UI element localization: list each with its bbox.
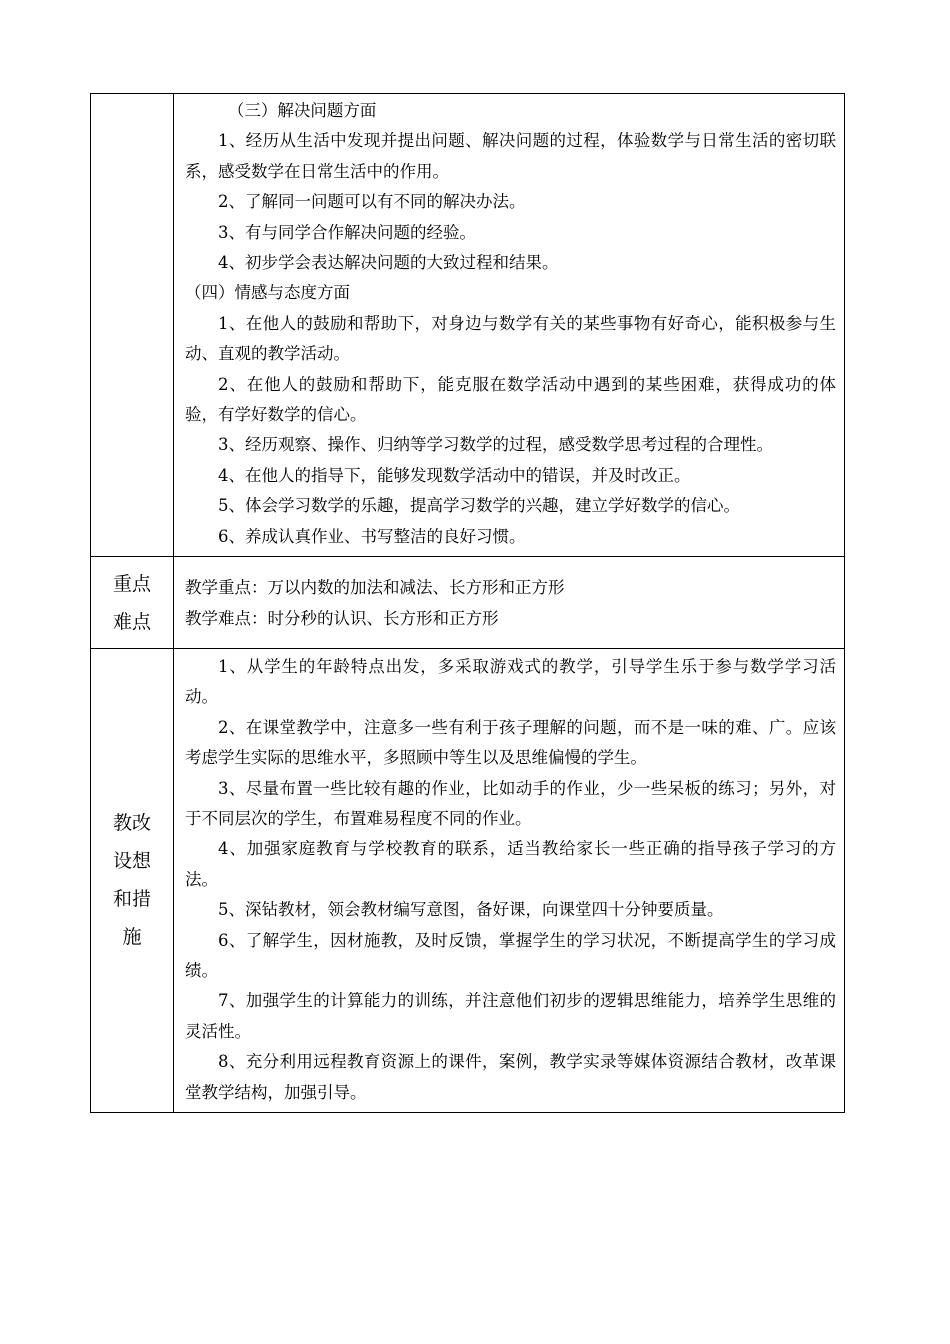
key-points-label: [91, 557, 174, 649]
reform-label-line: 施: [122, 926, 142, 949]
reform-label: [91, 648, 174, 1112]
goals-paragraph: （三）解决问题方面: [227, 101, 377, 120]
table-row-key-points: [91, 557, 845, 649]
goals-paragraph: 4、在他人的指导下，能够发现数学活动中的错误，并及时改正。: [218, 465, 691, 485]
key-point-line: 教学重点：万以内数的加法和减法、长方形和正方形: [185, 578, 565, 598]
reform-paragraph: 1、从学生的年龄特点出发，多采取游戏式的教学，引导学生乐于参与数学学习活动。: [185, 656, 836, 707]
goals-paragraph: 4、初步学会表达解决问题的大致过程和结果。: [218, 253, 559, 273]
goals-label-cell: [91, 94, 174, 557]
reform-label-line: 设想: [112, 850, 151, 873]
reform-label-line: 教改: [112, 812, 151, 835]
goals-paragraph: 1、在他人的鼓励和帮助下，对身边与数学有关的某些事物有好奇心，能积极参与生动、直观的教学活动。: [185, 313, 836, 364]
reform-paragraph: 4、加强家庭教育与学校教育的联系，适当教给家长一些正确的指导孩子学习的方法。: [185, 839, 836, 889]
goals-paragraph: 3、经历观察、操作、归纳等学习数学的过程，感受数学思考过程的合理性。: [218, 435, 773, 455]
goals-paragraph: 2、在他人的鼓励和帮助下，能克服在数学活动中遇到的某些困难，获得成功的体验，有学好数学的信心。: [185, 374, 836, 425]
reform-paragraph: 3、尽量布置一些比较有趣的作业，比如动手的作业，少一些呆板的练习；另外，对于不同层次的学生，布置难易程度不同的作业。: [185, 778, 836, 828]
goals-paragraph: 5、体会学习数学的乐趣，提高学习数学的兴趣，建立学好数学的信心。: [218, 496, 740, 516]
goals-paragraph: 2、了解同一问题可以有不同的解决办法。: [218, 192, 526, 212]
reform-content-cell: [174, 648, 845, 1112]
key-points-label-line: 难点: [112, 610, 151, 633]
table-row-goals: [91, 94, 845, 557]
goals-paragraph: 3、有与同学合作解决问题的经验。: [218, 222, 476, 242]
reform-paragraph: 5、深钻教材，领会教材编写意图，备好课，向课堂四十分钟要质量。: [218, 900, 724, 920]
difficult-point-line: 教学难点：时分秒的认识、长方形和正方形: [185, 608, 499, 628]
table-row-reform: [91, 648, 845, 1112]
goals-content-cell: [174, 94, 845, 557]
goals-paragraph: （四）情感与态度方面: [185, 283, 350, 303]
teaching-plan-table: [90, 93, 845, 1113]
key-points-content-cell: [174, 557, 845, 649]
goals-paragraph: 1、经历从生活中发现并提出问题、解决问题的过程，体验数学与日常生活的密切联系，感受数学在日常生活中的作用。: [185, 131, 836, 181]
reform-paragraph: 6、了解学生，因材施教，及时反馈，掌握学生的学习状况，不断提高学生的学习成绩。: [185, 930, 836, 980]
reform-paragraph: 7、加强学生的计算能力的训练，并注意他们初步的逻辑思维能力，培养学生思维的灵活性。: [185, 991, 836, 1041]
reform-paragraph: 8、充分利用远程教育资源上的课件，案例，教学实录等媒体资源结合教材，改革课堂教学结构，加强引导。: [185, 1052, 836, 1102]
goals-paragraph: 6、养成认真作业、书写整洁的良好习惯。: [218, 526, 526, 546]
reform-paragraph: 2、在课堂教学中，注意多一些有利于孩子理解的问题，而不是一味的难、广。应该考虑学生实际的思维水平，多照顾中等生以及思维偏慢的学生。: [185, 717, 836, 768]
reform-label-line: 和措: [112, 888, 151, 911]
key-points-label-line: 重点: [112, 572, 151, 595]
